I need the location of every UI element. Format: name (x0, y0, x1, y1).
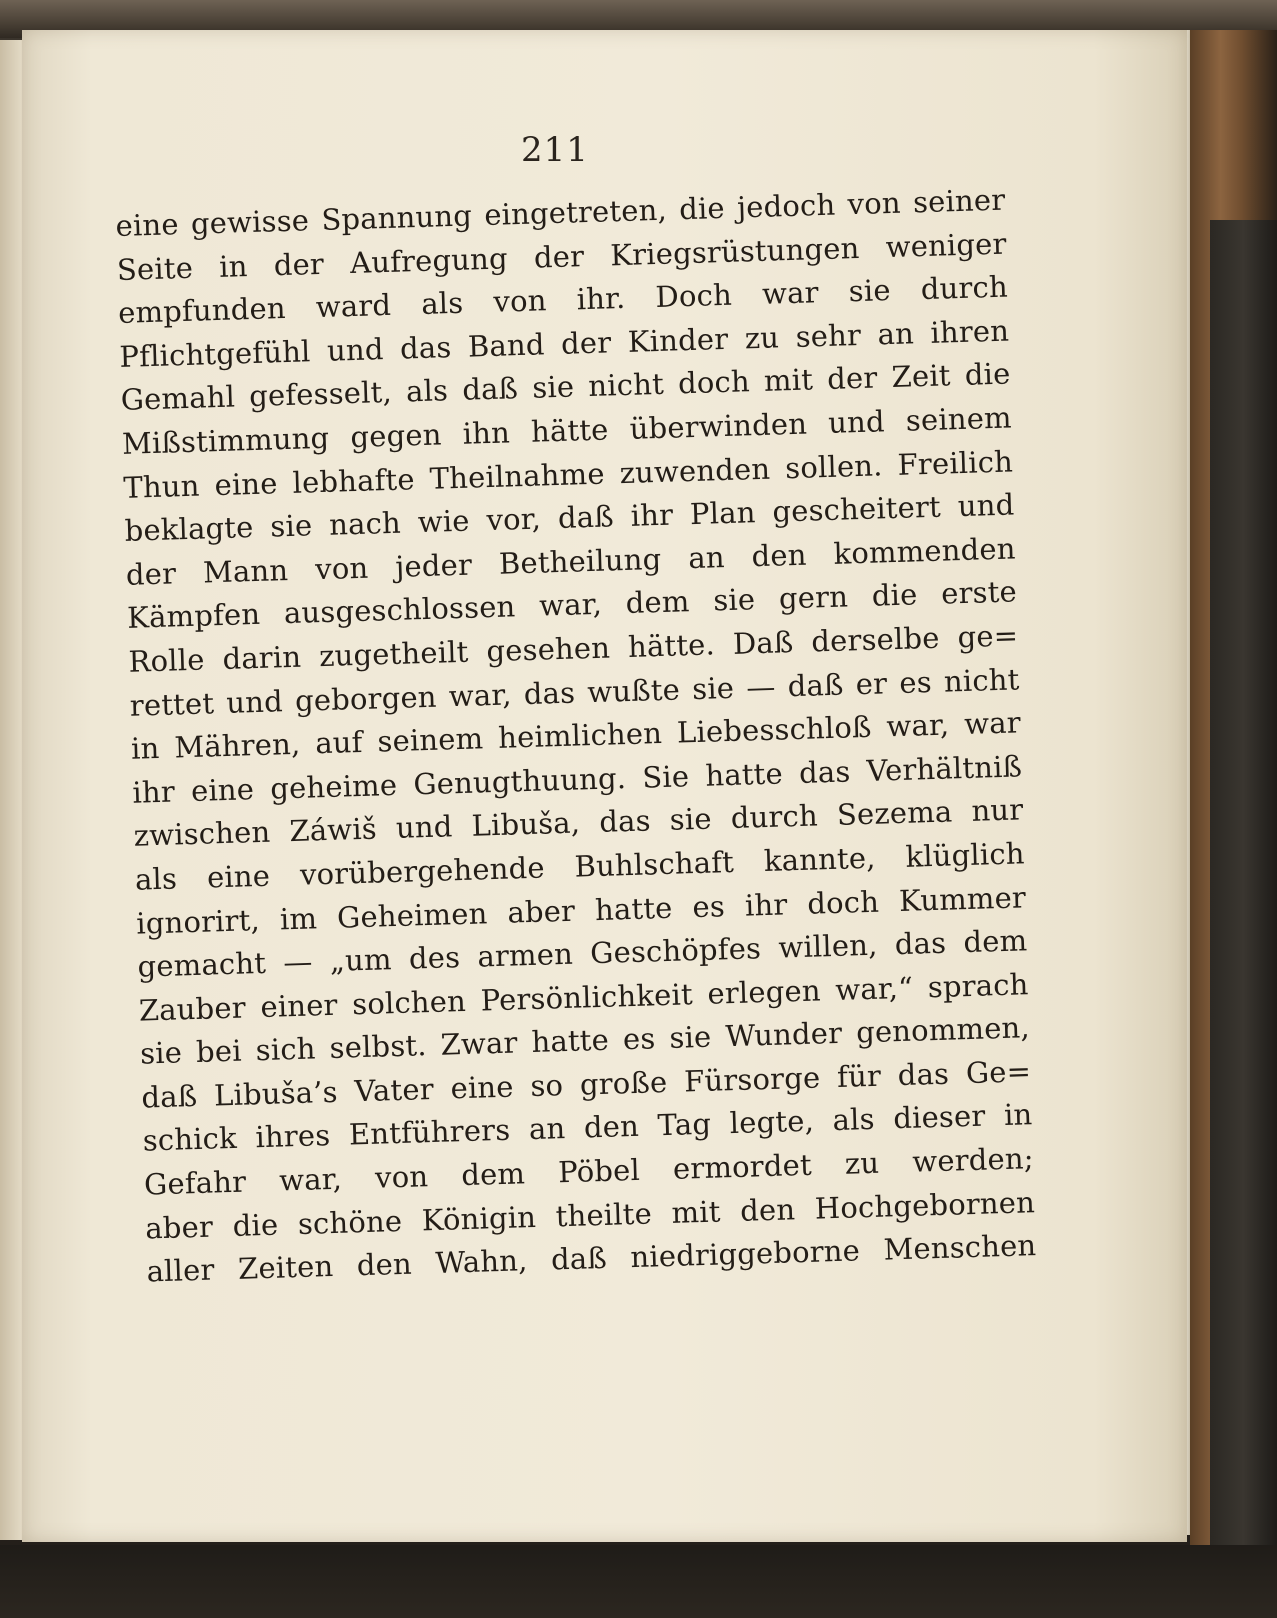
text-line: ihr eine geheime Genugthuung. Sie hatte das Verhältniß (131, 749, 1023, 810)
text-line: Gefahr war, von dem Pöbel ermordet zu werden; (143, 1141, 1035, 1202)
text-line: Kämpfen ausgeschlossen war, dem sie gern die erste (126, 574, 1018, 636)
cover-dark-band (1210, 220, 1277, 1560)
text-line: Gemahl gefesselt, als daß sie nicht doch mit der Zeit die (120, 356, 1011, 418)
page-number: 211 (521, 130, 589, 170)
text-line: schick ihres Entführers an den Tag legte, als dieser in (142, 1097, 1033, 1159)
text-line: rettet und geborgen war, das wußte sie — daß er es nicht (129, 661, 1020, 723)
text-line: Zauber einer solchen Persönlichkeit erlegen war,“ sprach (138, 966, 1030, 1028)
text-line: daß Libuša’s Vater eine so große Fürsorge für das Ge= (140, 1054, 1032, 1115)
text-line: Mißstimmung gegen ihn hätte überwinden und seinem (121, 400, 1013, 461)
text-line: aller Zeiten den Wahn, daß niedriggeborne Menschen (146, 1228, 1037, 1289)
text-line: in Mähren, auf seinem heimlichen Liebesschloß war, war (130, 705, 1022, 766)
text-line: ignorirt, im Geheimen aber hatte es ihr doch Kummer (135, 879, 1027, 941)
text-line: aber die schöne Königin theilte mit den Hochgebornen (144, 1184, 1036, 1246)
text-line: empfunden ward als von ihr. Doch war sie durch (117, 269, 1009, 331)
text-line: der Mann von jeder Betheilung an den kommenden (125, 531, 1017, 592)
page-text (115, 179, 1037, 1295)
text-line: sie bei sich selbst. Zwar hatte es sie Wunder genommen, (139, 1010, 1031, 1071)
text-line: gemacht — „um des armen Geschöpfes willen, das dem (137, 923, 1028, 984)
text-line: Thun eine lebhafte Theilnahme zuwenden sollen. Freilich (122, 444, 1014, 505)
text-line: als eine vorübergehende Buhlschaft kannte, klüglich (134, 836, 1026, 897)
text-line: Seite in der Aufregung der Kriegsrüstungen weniger (116, 226, 1008, 287)
text-line: zwischen Záwiš und Libuša, das sie durch Sezema nur (133, 792, 1024, 854)
text-line: Rolle darin zugetheilt gesehen hätte. Daß derselbe ge= (128, 618, 1019, 679)
book-cover-spine (1190, 30, 1277, 1618)
text-line: eine gewisse Spannung eingetreten, die jedoch von seiner (115, 182, 1006, 243)
book-cover-bottom (0, 1545, 1277, 1618)
text-line: beklagte sie nach wie vor, daß ihr Plan gescheitert und (124, 487, 1015, 549)
text-line: Pflichtgefühl und das Band der Kinder zu sehr an ihren (118, 313, 1010, 374)
